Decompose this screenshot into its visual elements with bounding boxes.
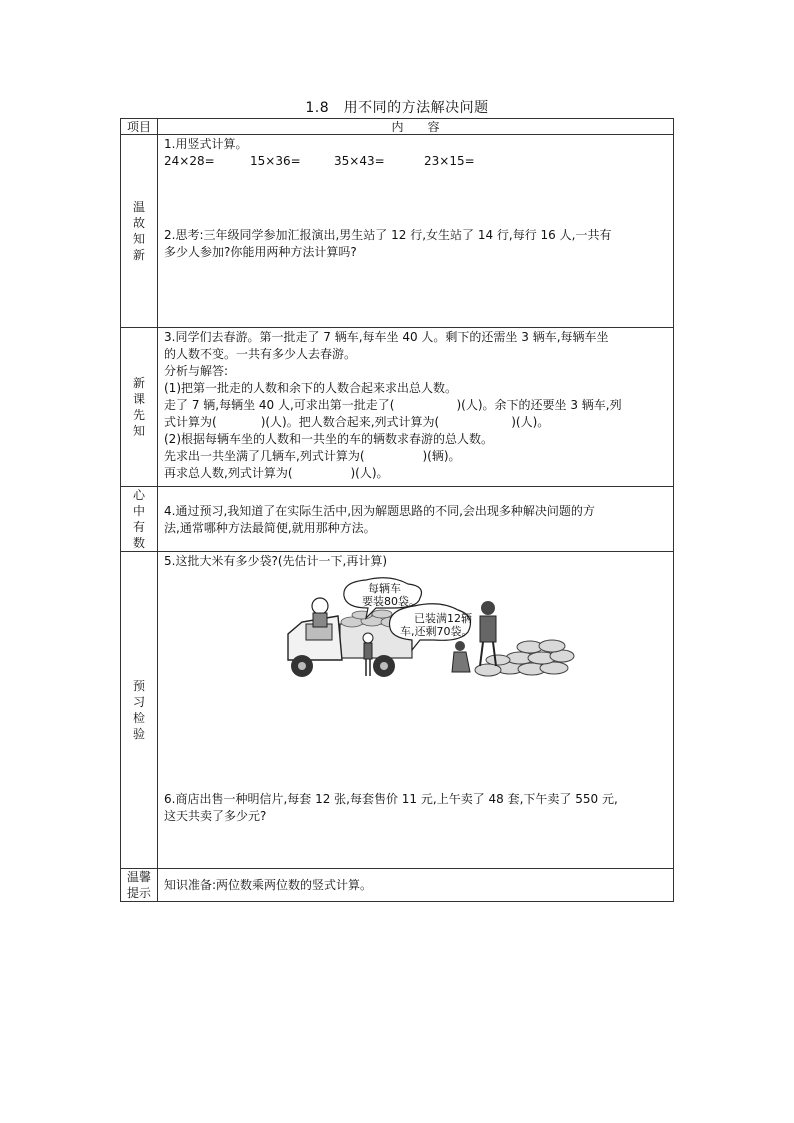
method-2: (2)根据每辆车坐的人数和一共坐的车的辆数求春游的总人数。 bbox=[164, 432, 494, 446]
question-6-line2: 这天共卖了多少元? bbox=[164, 809, 267, 823]
calc-list bbox=[164, 153, 669, 170]
preview-content bbox=[158, 552, 674, 869]
preview-row bbox=[121, 552, 674, 869]
tip-row bbox=[121, 869, 674, 902]
worksheet-table bbox=[120, 118, 674, 902]
method-1-line2: 走了 7 辆,每辆坐 40 人,可求出第一批走了( )(人)。余下的还要坐 3 辆车,列 bbox=[164, 398, 622, 412]
question-4-line2: 法,通常哪种方法最简便,就用那种方法。 bbox=[164, 520, 376, 535]
new-lesson-label: 新 课 先 知 bbox=[121, 328, 158, 487]
tip-label: 温馨 提示 bbox=[121, 869, 158, 902]
method-2-line2: 先求出一共坐满了几辆车,列式计算为( )(辆)。 bbox=[164, 449, 461, 463]
tip-content bbox=[158, 869, 674, 902]
review-content bbox=[158, 135, 674, 328]
new-lesson-row bbox=[121, 328, 674, 487]
heart-row bbox=[121, 487, 674, 552]
header-item: 项目 bbox=[121, 119, 158, 135]
question-2-line1: 2.思考:三年级同学参加汇报演出,男生站了 12 行,女生站了 14 行,每行 16 人,一共有 bbox=[164, 228, 612, 242]
tip-text: 知识准备:两位数乘两位数的竖式计算。 bbox=[164, 878, 373, 892]
page-title: 1.8 用不同的方法解决问题 bbox=[305, 100, 489, 116]
rice-truck-illustration bbox=[280, 576, 580, 684]
question-2-line2: 多少人参加?你能用两种方法计算吗? bbox=[164, 245, 357, 259]
question-6-line1: 6.商店出售一种明信片,每套 12 张,每套售价 11 元,上午卖了 48 套,下午卖了 550 元, bbox=[164, 792, 618, 806]
header-row bbox=[121, 119, 674, 135]
preview-label: 预 习 检 验 bbox=[121, 552, 158, 869]
analysis-heading: 分析与解答: bbox=[164, 364, 229, 378]
question-4-line1: 4.通过预习,我知道了在实际生活中,因为解题思路的不同,会出现多种解决问题的方 bbox=[164, 503, 595, 518]
heart-label: 心 中 有 数 bbox=[121, 487, 158, 552]
new-lesson-content bbox=[158, 328, 674, 487]
heart-content bbox=[158, 487, 674, 552]
question-5: 5.这批大米有多少袋?(先估计一下,再计算) bbox=[164, 554, 387, 568]
method-2-line3: 再求总人数,列式计算为( )(人)。 bbox=[164, 466, 389, 480]
calc-item: 35×43= bbox=[334, 154, 385, 168]
calc-item: 24×28= bbox=[164, 154, 215, 168]
review-row bbox=[121, 135, 674, 328]
question-1: 1.用竖式计算。 bbox=[164, 137, 248, 151]
question-3-line2: 的人数不变。一共有多少人去春游。 bbox=[164, 347, 357, 361]
speech-bubble-1: 每辆车 要装80袋。 bbox=[362, 582, 420, 608]
speech-bubble-2: 已装满12辆 车,还剩70袋。 bbox=[400, 612, 473, 638]
method-1-line3: 式计算为( )(人)。把人数合起来,列式计算为( )(人)。 bbox=[164, 415, 550, 429]
method-1: (1)把第一批走的人数和余下的人数合起来求出总人数。 bbox=[164, 381, 458, 395]
calc-item: 15×36= bbox=[250, 154, 301, 168]
review-label: 温 故 知 新 bbox=[121, 135, 158, 328]
question-3-line1: 3.同学们去春游。第一批走了 7 辆车,每车坐 40 人。剩下的还需坐 3 辆车,每辆车坐 bbox=[164, 330, 609, 344]
calc-item: 23×15= bbox=[424, 154, 475, 168]
header-content: 内 容 bbox=[158, 119, 674, 135]
